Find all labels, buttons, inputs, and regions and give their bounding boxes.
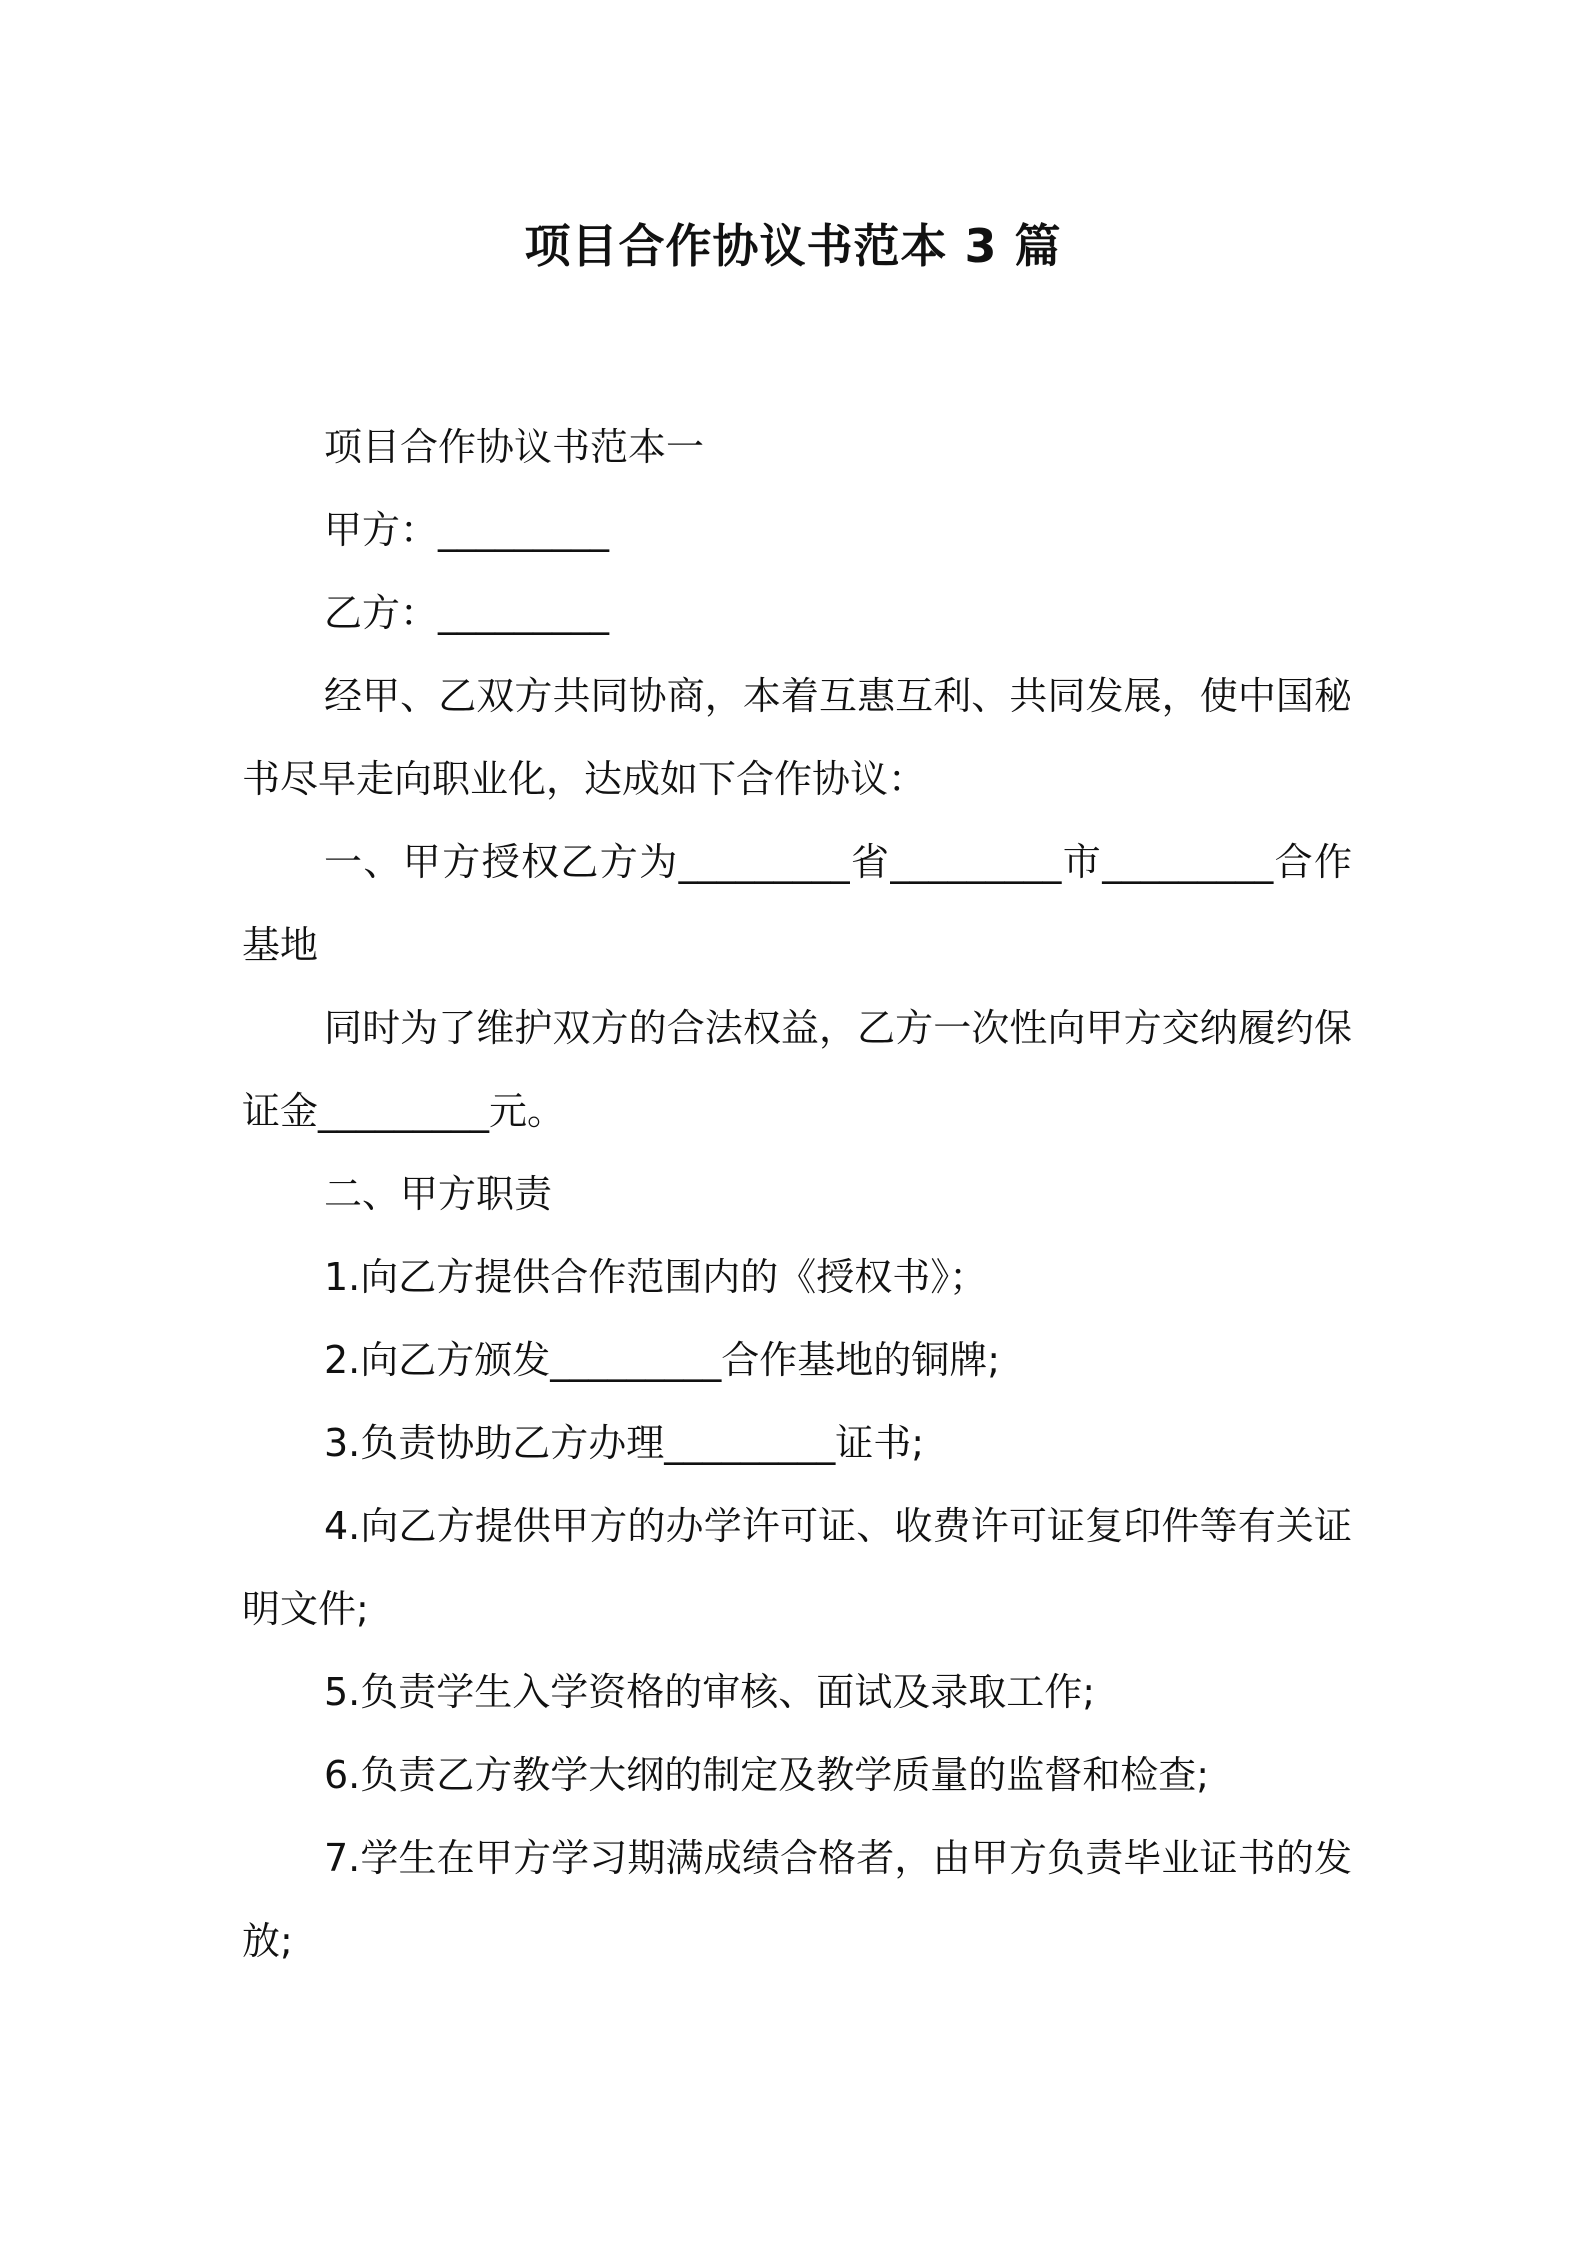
clause-two-heading: 二、甲方职责 — [324, 1172, 553, 1216]
clause-one-paragraph: 一、甲方授权乙方为_________省_________市_________合作基地 — [242, 840, 1352, 967]
list-item: 4.向乙方提供甲方的办学许可证、收费许可证复印件等有关证明文件; — [242, 1504, 1352, 1631]
document-body — [242, 406, 1352, 1983]
list-item: 1.向乙方提供合作范围内的《授权书》； — [324, 1255, 988, 1299]
list-item: 5.负责学生入学资格的审核、面试及录取工作; — [324, 1670, 1096, 1714]
deposit-paragraph: 同时为了维护双方的合法权益，乙方一次性向甲方交纳履约保证金_________元。 — [242, 1006, 1352, 1133]
party-b-line: 乙方：_________ — [324, 591, 610, 635]
list-item: 7.学生在甲方学习期满成绩合格者，由甲方负责毕业证书的发放; — [242, 1836, 1352, 1963]
list-item: 6.负责乙方教学大纲的制定及教学质量的监督和检查; — [324, 1753, 1210, 1797]
document-title: 项目合作协议书范本 3 篇 — [524, 219, 1062, 273]
party-a-line: 甲方：_________ — [324, 508, 610, 552]
list-item: 3.负责协助乙方办理_________证书; — [324, 1421, 925, 1465]
preamble-paragraph: 经甲、乙双方共同协商，本着互惠互利、共同发展，使中国秘书尽早走向职业化，达成如下合作协议： — [242, 674, 1352, 801]
section-heading: 项目合作协议书范本一 — [324, 425, 705, 469]
list-item: 2.向乙方颁发_________合作基地的铜牌; — [324, 1338, 1001, 1382]
